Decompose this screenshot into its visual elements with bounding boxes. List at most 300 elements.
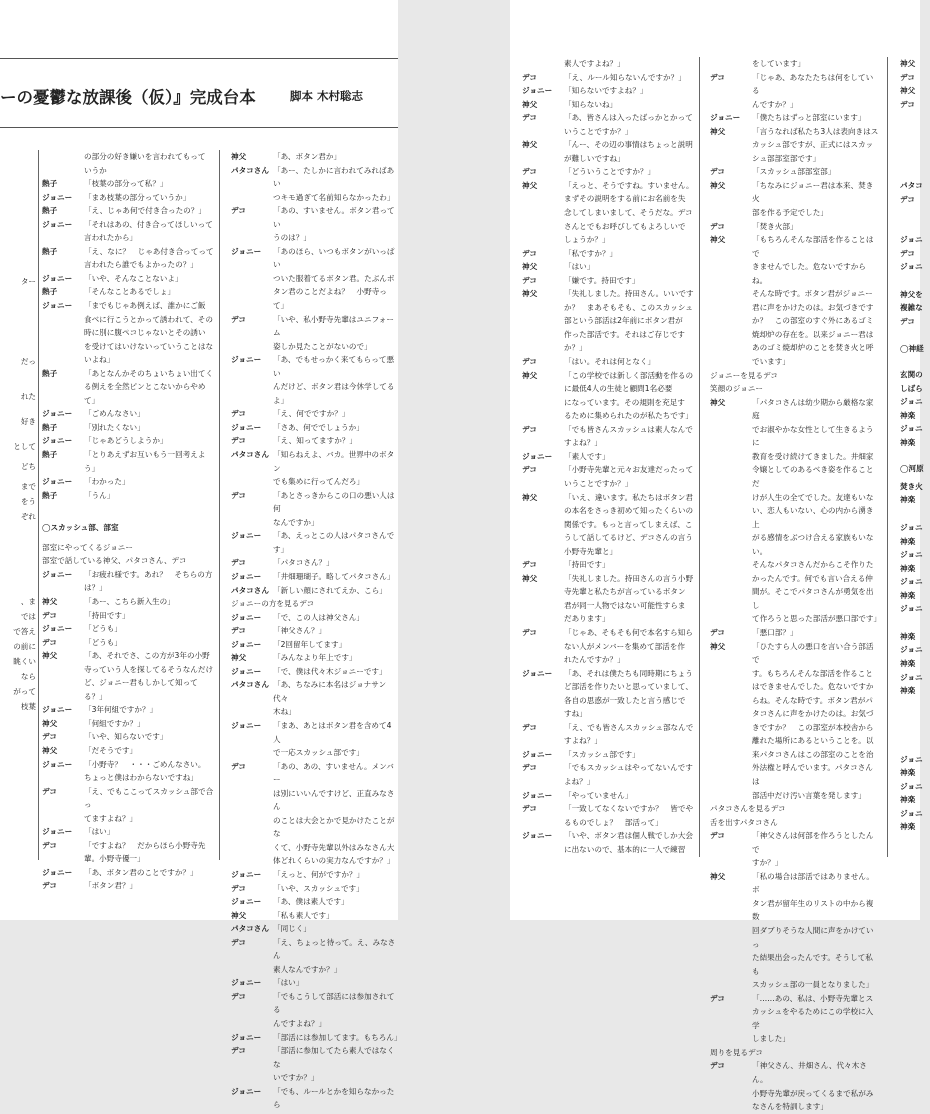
speaker-name-fragment: ジョニ: [900, 550, 923, 560]
speaker-name: デコ: [42, 840, 57, 850]
scene-heading: ◯スカッシュ部、部室: [42, 523, 119, 533]
speaker-name: デコ: [522, 248, 537, 258]
dialogue-line: [42, 785, 214, 826]
speaker-name: デコ: [231, 626, 246, 636]
speaker-name: デコ: [231, 206, 246, 216]
cut-off-fragment: ター: [20, 277, 36, 286]
stage-direction: ジョニーを見るデコ: [710, 370, 778, 380]
cut-off-fragment: まで: [20, 482, 36, 491]
speaker-name: ジョニー: [231, 612, 262, 622]
dialogue-line: [522, 355, 695, 369]
script-column-3: [522, 57, 695, 856]
dialogue-line: [231, 868, 398, 882]
dialogue-text: 「うん」: [84, 490, 115, 500]
speaker-name: デコ: [710, 72, 725, 82]
dialogue-line: [42, 272, 214, 286]
dialogue-line: [231, 909, 398, 923]
dialogue-text: 「いや、スカッシュです」: [273, 883, 364, 893]
speaker-name: ジョニー: [42, 705, 73, 715]
dialogue-text: をしています」: [752, 59, 806, 68]
dialogue-text: 「知らないね」: [564, 99, 618, 109]
cut-off-fragment: で答え: [13, 627, 36, 636]
speaker-name: ジョニー: [522, 831, 553, 841]
dialogue-line: [231, 448, 398, 489]
dialogue-text: 「で、この人は神父さん」: [273, 612, 364, 622]
dialogue-line: [710, 1059, 880, 1113]
dialogue-line: [522, 71, 695, 85]
cut-off-fragment: 眺くい: [13, 657, 36, 666]
speaker-name-fragment: ジョニ: [900, 523, 923, 533]
dialogue-line: [710, 396, 880, 626]
dialogue-text: 「までもじゃあ例えば、誰かにご飯 食べに行こうとかって誘われて、その 時に別に腹ペコじゃないとその誘い を受けてはいけないっていうことはな いよね」: [84, 301, 214, 365]
speaker-name-fragment: 神楽: [900, 822, 916, 832]
spacer: [900, 111, 930, 179]
speaker-name-fragment: しばら: [900, 383, 923, 393]
speaker-name-fragment: ジョニ: [900, 262, 923, 272]
speaker-name: デコ: [522, 763, 537, 773]
dialogue-line: [231, 489, 398, 530]
cut-off-text-column: [0, 150, 38, 865]
speaker-name-fragment: ジョニ: [900, 424, 923, 434]
dialogue-line: [231, 556, 398, 570]
dialogue-text: 「だそうです」: [84, 745, 138, 755]
dialogue-continuation: [710, 57, 880, 71]
dialogue-line: [42, 636, 214, 650]
dialogue-text: 「小野寺？ ・・・ごめんなさい。 ちょっと僕はわからないですね」: [84, 759, 206, 783]
dialogue-line: [522, 748, 695, 762]
dialogue-line: [522, 802, 695, 829]
dialogue-text: 「ですよね？ だからほら小野寺先 輩。小野寺優一」: [84, 840, 206, 864]
dialogue-text: 「あとなんかそのちょいちょい出てく る例えを全然ピンとこないからやめ て」: [84, 368, 214, 405]
dialogue-line: [522, 84, 695, 98]
speaker-name-fragment: ジョニ: [900, 577, 923, 587]
dialogue-line: [231, 678, 398, 719]
speaker-name: ジョニー: [522, 749, 553, 759]
dialogue-text: 「3年何組ですか？」: [84, 705, 158, 715]
dialogue-line: [42, 649, 214, 703]
speaker-name: デコ: [522, 275, 537, 285]
speaker-name-fragment: 神楽: [900, 437, 916, 447]
speaker-name-fragment: ジョニ: [900, 604, 923, 614]
speaker-name-fragment: 神父を: [900, 289, 923, 299]
speaker-name-fragment: 複雑な: [900, 303, 923, 313]
dialogue-text: 「私ですか？」: [564, 248, 618, 258]
dialogue-line: [42, 299, 214, 367]
speaker-name-fragment: 神楽: [900, 536, 916, 546]
top-rule: [0, 58, 398, 59]
dialogue-text: 「さあ、何ででしょうか」: [273, 422, 364, 432]
dialogue-text: 「小野寺先輩と元々お友達だったって いうことですか？」: [564, 465, 694, 488]
speaker-name: ジョニー: [231, 531, 262, 541]
spacer: [900, 698, 930, 753]
speaker-name: デコ: [522, 357, 537, 367]
dialogue-text: の部分の好き嫌いを言われてもって いうか: [84, 152, 206, 175]
dialogue-line: [522, 260, 695, 274]
dialogue-text: 「嫌です。持田です」: [564, 275, 640, 285]
dialogue-line: [231, 719, 398, 760]
speaker-name: ジョニー: [522, 451, 553, 461]
dialogue-text: 「はい」: [273, 978, 304, 988]
dialogue-line: [231, 313, 398, 354]
speaker-name: ジョニー: [522, 790, 553, 800]
speaker-name-fragment: 神楽: [900, 590, 916, 600]
speaker-name: 熱子: [42, 490, 58, 500]
dialogue-text: 「ひたすら人の悪口を言い合う部活で す。もちろんそんな部活を作ること はできませんでした。危ないですか らね。そんな時です。ボタン君がパ タコさんに声をかけたのは。お気づ きですか？ この部室が本校舎から 離れた場所にあるということを。以 来パタコさんはこの部室のことを治 外法権と呼んでいます。パタコさんは 部活中だけ汚い言葉を発します」: [752, 641, 874, 800]
speaker-name: デコ: [42, 732, 57, 742]
dialogue-line: [710, 111, 880, 125]
dialogue-text: 「私も素人です」: [273, 910, 334, 920]
dialogue-text: 「あ、ボタン君のことですか？」: [84, 867, 198, 877]
speaker-name: デコ: [710, 993, 725, 1003]
dialogue-line: [231, 638, 398, 652]
dialogue-line: [522, 287, 695, 355]
dialogue-line: [231, 353, 398, 407]
dialogue-text: 素人ですよね？」: [564, 59, 625, 68]
cut-off-fragment: ぞれ: [20, 512, 36, 521]
cut-off-speaker-column: [900, 57, 930, 834]
dialogue-line: [42, 595, 214, 609]
dialogue-line: [42, 285, 214, 299]
dialogue-text: 「焚き火部」: [752, 221, 798, 231]
speaker-name: ジョニー: [231, 571, 262, 581]
dialogue-text: 「あ、僕は素人です」: [273, 897, 349, 907]
speaker-name: 神父: [42, 745, 58, 755]
dialogue-text: 「あの、すいません。ボタン君ってい うのは？」: [273, 206, 395, 243]
scene-heading-fragment: ◯河原: [900, 464, 924, 474]
stage-direction: 部室にやってくるジョニー: [42, 542, 133, 552]
speaker-name: ジョニー: [231, 1086, 262, 1096]
dialogue-line: [231, 245, 398, 313]
column-divider: [887, 57, 888, 857]
cut-off-fragment: の前に: [13, 642, 36, 651]
speaker-name: ジョニー: [231, 897, 262, 907]
dialogue-line: [522, 369, 695, 423]
dialogue-line: [42, 568, 214, 595]
speaker-name: デコ: [522, 424, 537, 434]
dialogue-line: [710, 640, 880, 803]
speaker-name: 神父: [522, 140, 538, 150]
dialogue-line: [231, 624, 398, 638]
dialogue-line: [231, 611, 398, 625]
speaker-name-fragment: ジョニ: [900, 781, 923, 791]
dialogue-text: 「私の場合は部活ではありません。ボ タン君が留年生のリストの中から複数 回ダブりそうな人間に声をかけていっ た結果出会ったんです。そうして私も スカッシュ部の一員となりました」: [752, 871, 874, 990]
dialogue-text: 「でもこうして部活には参加されてる んですよね？」: [273, 991, 395, 1028]
speaker-name: 熱子: [42, 179, 58, 189]
dialogue-text: 「神父さんは何部を作ろうとしたんで すか？」: [752, 831, 874, 868]
title-rule: [0, 127, 398, 128]
dialogue-text: 「あ、それでさ、この方が3年の小野 寺っていう人を探してるそうなんだけ ど、ジョニー君もしかして知ってる？」: [84, 651, 214, 701]
dialogue-line: [231, 407, 398, 421]
speaker-name-fragment: ジョニ: [900, 397, 923, 407]
speaker-name: デコ: [522, 72, 537, 82]
speaker-spacer: [522, 57, 564, 71]
speaker-name-fragment: ジョニ: [900, 754, 923, 764]
dialogue-line: [231, 651, 398, 665]
script-column-4: [710, 57, 880, 1114]
speaker-name: 神父: [522, 99, 538, 109]
dialogue-text: 「そんなことあるでしょ」: [84, 287, 176, 297]
dialogue-text: 「どういうことですか？」: [564, 167, 656, 177]
dialogue-line: [42, 717, 214, 731]
speaker-name: デコ: [231, 937, 246, 947]
dialogue-line: [522, 572, 695, 626]
spacer: [900, 355, 930, 368]
speaker-spacer: [42, 150, 84, 177]
speaker-name: 熱子: [42, 450, 58, 460]
dialogue-text: 「やっていません」: [564, 790, 633, 800]
script-author: 脚本 木村聡志: [290, 89, 364, 103]
cut-off-fragment: なら: [20, 672, 36, 681]
dialogue-text: 「言うなれば私たち3人は表向きはス カッシュ部ですが、正式にはスカッ シュ部部室部です」: [752, 126, 879, 163]
stage-direction: ジョニーの方を見るデコ: [231, 599, 315, 609]
speaker-name: 神父: [710, 397, 726, 407]
dialogue-line: [522, 179, 695, 247]
speaker-name: デコ: [231, 991, 246, 1001]
speaker-name-fragment: 神楽: [900, 631, 916, 641]
column-divider: [38, 150, 39, 860]
dialogue-line: [42, 622, 214, 636]
cut-off-fragment: をう: [20, 497, 36, 506]
dialogue-text: 「部活に参加してたら素人ではなくな いですか？」: [273, 1046, 395, 1083]
dialogue-line: [522, 165, 695, 179]
dialogue-line: [710, 165, 880, 179]
speaker-name-fragment: デコ: [900, 317, 915, 327]
speaker-name: デコ: [522, 804, 537, 814]
dialogue-text: 「じゃあ、あなたたちは何をしている んですか？」: [752, 72, 874, 109]
dialogue-text: 「どうも」: [84, 637, 122, 647]
dialogue-line: [522, 558, 695, 572]
speaker-name: デコ: [231, 490, 246, 500]
speaker-name: デコ: [710, 831, 725, 841]
speaker-name: 熱子: [42, 206, 58, 216]
dialogue-text: 「……あの、私は、小野寺先輩とス カッシュをやるためにこの学校に入学 しました」: [752, 993, 874, 1044]
dialogue-line: [522, 463, 695, 490]
dialogue-line: [522, 111, 695, 138]
speaker-name: デコ: [710, 167, 725, 177]
dialogue-text: 「でもスカッシュはやってないんです よね？」: [564, 763, 693, 786]
speaker-name: デコ: [231, 883, 246, 893]
dialogue-text: 「同じく」: [273, 924, 311, 934]
speaker-name: 神父: [522, 180, 538, 190]
speaker-name: デコ: [522, 167, 537, 177]
dialogue-text: 「え、じゃあ何で付き合ったの？」: [84, 206, 206, 216]
dialogue-line: [522, 626, 695, 667]
spacer: [900, 449, 930, 462]
dialogue-text: 「じゃあ、そもそも何で本名すら知ら ない人がメンバーを集めて部活を作 れたんですか？」: [564, 627, 693, 665]
dialogue-line: [42, 448, 214, 475]
speaker-name-fragment: 神楽: [900, 410, 916, 420]
speaker-name: デコ: [42, 637, 57, 647]
script-column-1: [42, 150, 214, 893]
speaker-name: ジョニー: [231, 246, 262, 256]
speaker-name: 神父: [42, 651, 58, 661]
speaker-spacer: [710, 57, 752, 71]
cut-off-fragment: 好き: [20, 417, 36, 426]
speaker-name: デコ: [522, 113, 537, 123]
speaker-name: パタコさん: [231, 165, 269, 175]
column-divider: [219, 150, 220, 860]
dialogue-line: [42, 367, 214, 408]
dialogue-line: [231, 570, 398, 584]
speaker-name: ジョニー: [42, 759, 73, 769]
dialogue-line: [231, 922, 398, 936]
dialogue-line: [42, 825, 214, 839]
speaker-name: デコ: [231, 761, 246, 771]
stage-direction: 笑顔のジョニー: [710, 384, 764, 394]
dialogue-text: 「わかった」: [84, 477, 130, 487]
dialogue-text: 「2回留年してます」: [273, 639, 347, 649]
speaker-name: デコ: [231, 409, 246, 419]
dialogue-text: 「失礼しました。持田さん。いいです か？ まあそもそも、このスカッシュ 部という部活は2年前にボタン君が 作った部活です。それはご存じです か？」: [564, 289, 694, 353]
speaker-name: ジョニー: [522, 86, 553, 96]
speaker-name: 熱子: [42, 287, 58, 297]
dialogue-line: [710, 179, 880, 220]
right-page: [510, 0, 924, 1112]
dialogue-line: [231, 936, 398, 977]
dialogue-text: 「いえ、違います。私たちはボタン君 の本名をさっき初めて知ったくらいの 関係です。もっと言ってしまえば、こ うして話してるけど、デコさんの言う 小野寺先輩と」: [564, 492, 694, 556]
speaker-name: ジョニー: [42, 192, 73, 202]
speaker-name: 神父: [42, 596, 58, 606]
dialogue-line: [231, 760, 398, 868]
speaker-name: ジョニー: [710, 113, 741, 123]
speaker-name-fragment: 神楽: [900, 658, 916, 668]
spacer: [42, 502, 214, 515]
spacer: [900, 507, 930, 521]
speaker-name: デコ: [710, 627, 725, 637]
dialogue-text: 「でも皆さんスカッシュは素人なんで すよね？」: [564, 424, 693, 448]
dialogue-text: 「ボタン君？」: [84, 881, 138, 891]
dialogue-text: 「いや、そんなことないよ」: [84, 273, 183, 283]
cut-off-fragment: として: [13, 442, 36, 451]
dialogue-line: [42, 177, 214, 191]
dialogue-line: [231, 421, 398, 435]
stage-direction: 舌を出すパタコさん: [710, 817, 778, 827]
speaker-name: デコ: [231, 436, 246, 446]
speaker-name: 神父: [710, 871, 726, 881]
dialogue-line: [710, 829, 880, 870]
dialogue-text: 「あ、皆さんは入ったばっかとかって いうことですか？」: [564, 113, 693, 136]
speaker-name: パタコさん: [231, 450, 269, 460]
dialogue-line: [522, 138, 695, 165]
speaker-name: 神父: [710, 641, 726, 651]
dialogue-text: 「え、ルール知らないんですか？」: [564, 72, 686, 82]
speaker-name: ジョニー: [231, 869, 262, 879]
dialogue-text: 「まあ、あとはボタン君を含めて4人 で一応スカッシュ部です」: [273, 720, 392, 758]
speaker-name-fragment: ジョニ: [900, 645, 923, 655]
speaker-name: 神父: [710, 235, 726, 245]
spacer: [900, 206, 930, 233]
dialogue-line: [710, 125, 880, 166]
speaker-name: ジョニー: [231, 720, 262, 730]
speaker-name: 熱子: [42, 422, 58, 432]
dialogue-text: 「持田です」: [84, 610, 130, 620]
dialogue-line: [231, 665, 398, 679]
dialogue-text: 「あ、ボタン君か」: [273, 152, 342, 161]
dialogue-text: 「えっと、何がですか？」: [273, 869, 365, 879]
dialogue-text: 「パタコさん？」: [273, 558, 334, 568]
speaker-name: ジョニー: [231, 639, 262, 649]
speaker-name: ジョニー: [231, 1032, 262, 1042]
speaker-name: 神父: [522, 370, 538, 380]
dialogue-text: 「知らねえよ、バカ。世界中のボタン でも集めに行ってんだろ」: [273, 450, 395, 487]
dialogue-line: [231, 1044, 398, 1085]
dialogue-line: [42, 475, 214, 489]
dialogue-text: 「部活には参加してます。もちろん」: [273, 1032, 402, 1042]
dialogue-text: 「でも、ルールとかを知らなかったら: [273, 1086, 395, 1110]
dialogue-text: 「お疲れ様です。あれ？ そちらの方 は？」: [84, 569, 213, 593]
dialogue-line: [42, 703, 214, 717]
dialogue-line: [42, 421, 214, 435]
speaker-name: ジョニー: [231, 422, 262, 432]
spacer: [900, 616, 930, 630]
speaker-name: 神父: [231, 653, 247, 663]
dialogue-line: [710, 870, 880, 992]
speaker-name: デコ: [710, 221, 725, 231]
speaker-name: 神父: [231, 152, 247, 161]
dialogue-line: [42, 434, 214, 448]
dialogue-text: 「あの、あの、すいません。メンバー は別にいいんですけど、正直みなさん のことは大会とかで見かけたことがな くて、小野寺先輩以外はみなさん大 体どれくらいの実力なんですか？」: [273, 761, 395, 866]
dialogue-line: [231, 882, 398, 896]
dialogue-text: 「で、僕は代々木ジョニーです」: [273, 666, 387, 676]
stage-direction: 部室で話している神父、パタコさん、デコ: [42, 556, 187, 566]
dialogue-line: [42, 839, 214, 866]
dialogue-line: [42, 609, 214, 623]
dialogue-line: [710, 992, 880, 1046]
dialogue-text: 「あ、でもせっかく来てもらって悪い んだけど、ボタン君は今休学してるよ」: [273, 355, 395, 405]
speaker-name: デコ: [710, 1061, 725, 1071]
speaker-name: デコ: [231, 558, 246, 568]
dialogue-text: 「え、でもここってスカッシュ部で合っ てますよね？」: [84, 786, 214, 823]
dialogue-line: [42, 245, 214, 272]
dialogue-text: 「いや、ボタン君は個人戦でしか大会 に出ないので、基本的に一人で練習: [564, 831, 693, 854]
dialogue-line: [522, 761, 695, 788]
speaker-name-fragment: 神父: [900, 86, 916, 96]
speaker-name: 神父: [710, 180, 726, 190]
dialogue-line: [42, 866, 214, 880]
dialogue-line: [710, 220, 880, 234]
dialogue-text: 「え、何でですか？」: [273, 409, 350, 419]
dialogue-text: 「神父さん、井畑さん、代々木さん。 小野寺先輩が戻ってくるまで私がみ なさんを特訓します」: [752, 1061, 874, 1112]
dialogue-line: [42, 730, 214, 744]
speaker-name-fragment: 神父: [900, 59, 916, 68]
dialogue-text: 「この学校では新しく部活動を作るの に最低4人の生徒と顧問1名必要 になっています。その規則を充足す るために集められたのが私たちです」: [564, 370, 694, 421]
speaker-name: ジョニー: [522, 668, 553, 678]
speaker-name: ジョニー: [231, 978, 262, 988]
dialogue-text: 「ちなみにジョニー君は本来、焚き火 部を作る予定でした」: [752, 180, 874, 218]
dialogue-text: 「一致してなくないですか？ 皆でや るものでしょ？ 部活って」: [564, 804, 694, 827]
dialogue-text: 「え、知ってますか？」: [273, 436, 357, 446]
dialogue-line: [522, 274, 695, 288]
speaker-name-fragment: デコ: [900, 72, 915, 82]
dialogue-line: [710, 71, 880, 112]
dialogue-line: [231, 1031, 402, 1045]
speaker-name-fragment: ジョニ: [900, 235, 923, 245]
speaker-name: 神父: [522, 262, 538, 272]
column-divider: [699, 57, 700, 857]
spacer: [900, 329, 930, 342]
cut-off-fragment: だっ: [20, 357, 36, 366]
speaker-name-fragment: ジョニ: [900, 672, 923, 682]
speaker-name: ジョニー: [42, 273, 73, 283]
dialogue-text: 「まあ枝葉の部分っていうか」: [84, 192, 191, 202]
speaker-name-fragment: 神楽: [900, 768, 916, 778]
dialogue-line: [231, 976, 398, 990]
speaker-name: パタコさん: [231, 585, 269, 595]
speaker-name-fragment: 神楽: [900, 795, 916, 805]
speaker-name: デコ: [522, 627, 537, 637]
dialogue-text: 「はい」: [564, 262, 595, 272]
dialogue-text: 「あ、えっとこの人はパタコさんです」: [273, 531, 395, 554]
